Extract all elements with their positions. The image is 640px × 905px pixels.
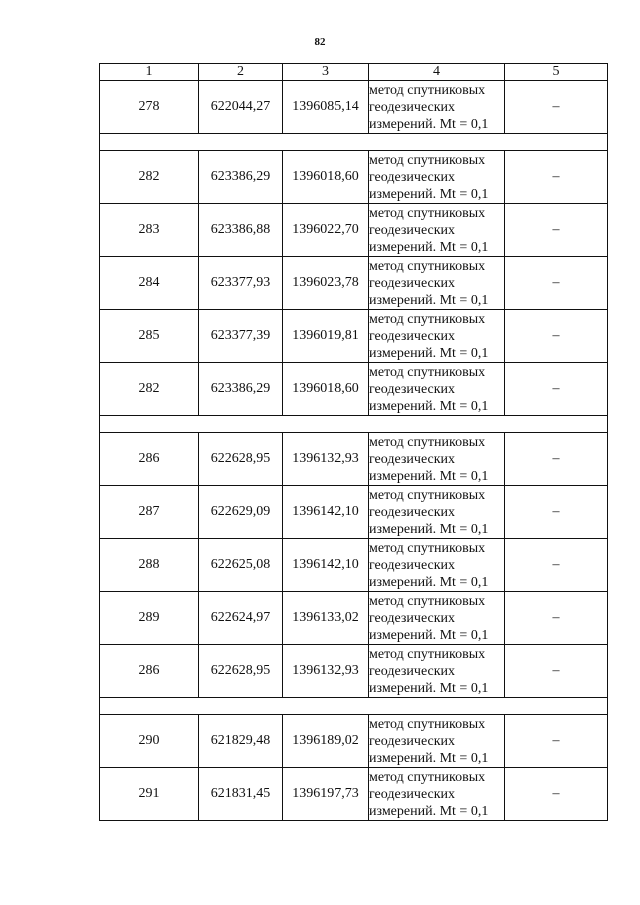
table-row [100, 310, 608, 363]
separator-row [100, 416, 608, 433]
note-cell: – [505, 310, 608, 363]
method-line: геодезических [369, 99, 456, 115]
page-number: 82 [314, 36, 326, 48]
method-line: метод спутниковых [369, 769, 486, 785]
y-coordinate-cell: 1396132,93 [283, 645, 369, 698]
method-line: метод спутниковых [369, 205, 486, 221]
note-cell: – [505, 151, 608, 204]
y-coordinate-cell: 1396022,70 [283, 204, 369, 257]
point-number-cell: 291 [100, 768, 199, 821]
method-line: измерений. Mt = 0,1 [369, 680, 489, 696]
method-line: геодезических [369, 610, 456, 626]
method-line: измерений. Mt = 0,1 [369, 345, 489, 361]
method-line: измерений. Mt = 0,1 [369, 468, 489, 484]
method-line: измерений. Mt = 0,1 [369, 186, 489, 202]
method-line: метод спутниковых [369, 487, 486, 503]
y-coordinate-cell: 1396018,60 [283, 151, 369, 204]
method-cell [369, 645, 505, 698]
header-col-5: 5 [505, 64, 608, 81]
method-cell [369, 363, 505, 416]
method-line: метод спутниковых [369, 540, 486, 556]
y-coordinate-cell: 1396142,10 [283, 486, 369, 539]
method-line: геодезических [369, 169, 456, 185]
table-row [100, 433, 608, 486]
method-cell [369, 768, 505, 821]
method-line: измерений. Mt = 0,1 [369, 803, 489, 819]
point-number-cell: 290 [100, 715, 199, 768]
table-row [100, 539, 608, 592]
header-col-3: 3 [283, 64, 369, 81]
point-number-cell: 286 [100, 645, 199, 698]
note-cell: – [505, 363, 608, 416]
y-coordinate-cell: 1396085,14 [283, 81, 369, 134]
point-number-cell: 278 [100, 81, 199, 134]
method-line: геодезических [369, 222, 456, 238]
method-line: метод спутниковых [369, 364, 486, 380]
method-cell [369, 257, 505, 310]
x-coordinate-cell: 623386,29 [199, 363, 283, 416]
x-coordinate-cell: 621831,45 [199, 768, 283, 821]
table-row [100, 645, 608, 698]
note-cell: – [505, 715, 608, 768]
separator-cell [100, 416, 608, 433]
method-line: геодезических [369, 557, 456, 573]
point-number-cell: 282 [100, 363, 199, 416]
y-coordinate-cell: 1396133,02 [283, 592, 369, 645]
method-line: метод спутниковых [369, 258, 486, 274]
x-coordinate-cell: 623386,88 [199, 204, 283, 257]
note-cell: – [505, 204, 608, 257]
header-col-4: 4 [369, 64, 505, 81]
note-cell: – [505, 592, 608, 645]
method-line: метод спутниковых [369, 593, 486, 609]
method-line: метод спутниковых [369, 82, 486, 98]
method-cell [369, 486, 505, 539]
x-coordinate-cell: 622044,27 [199, 81, 283, 134]
table-body [100, 81, 608, 821]
note-cell: – [505, 539, 608, 592]
method-line: метод спутниковых [369, 311, 486, 327]
method-line: геодезических [369, 663, 456, 679]
method-cell [369, 310, 505, 363]
point-number-cell: 286 [100, 433, 199, 486]
separator-row [100, 134, 608, 151]
x-coordinate-cell: 623377,93 [199, 257, 283, 310]
y-coordinate-cell: 1396197,73 [283, 768, 369, 821]
x-coordinate-cell: 622628,95 [199, 645, 283, 698]
method-line: измерений. Mt = 0,1 [369, 627, 489, 643]
separator-cell [100, 698, 608, 715]
point-number-cell: 282 [100, 151, 199, 204]
method-line: измерений. Mt = 0,1 [369, 239, 489, 255]
y-coordinate-cell: 1396132,93 [283, 433, 369, 486]
note-cell: – [505, 645, 608, 698]
note-cell: – [505, 433, 608, 486]
method-cell [369, 151, 505, 204]
table-row [100, 257, 608, 310]
x-coordinate-cell: 623377,39 [199, 310, 283, 363]
method-line: геодезических [369, 786, 456, 802]
method-line: измерений. Mt = 0,1 [369, 398, 489, 414]
table-row [100, 363, 608, 416]
method-cell [369, 539, 505, 592]
method-line: геодезических [369, 451, 456, 467]
table-row [100, 592, 608, 645]
note-cell: – [505, 486, 608, 539]
point-number-cell: 287 [100, 486, 199, 539]
method-line: метод спутниковых [369, 434, 486, 450]
x-coordinate-cell: 622624,97 [199, 592, 283, 645]
method-line: метод спутниковых [369, 646, 486, 662]
note-cell: – [505, 257, 608, 310]
method-line: измерений. Mt = 0,1 [369, 521, 489, 537]
y-coordinate-cell: 1396142,10 [283, 539, 369, 592]
note-cell: – [505, 768, 608, 821]
method-cell [369, 81, 505, 134]
method-line: измерений. Mt = 0,1 [369, 116, 489, 132]
point-number-cell: 285 [100, 310, 199, 363]
separator-cell [100, 134, 608, 151]
point-number-cell: 288 [100, 539, 199, 592]
method-cell [369, 433, 505, 486]
point-number-cell: 283 [100, 204, 199, 257]
method-cell [369, 204, 505, 257]
table-header-row [100, 64, 608, 81]
separator-row [100, 698, 608, 715]
method-line: метод спутниковых [369, 716, 486, 732]
table-row [100, 486, 608, 539]
table-row [100, 204, 608, 257]
method-line: метод спутниковых [369, 152, 486, 168]
method-line: геодезических [369, 275, 456, 291]
table-row [100, 151, 608, 204]
method-line: геодезических [369, 733, 456, 749]
method-line: измерений. Mt = 0,1 [369, 750, 489, 766]
coordinates-table [99, 63, 608, 821]
x-coordinate-cell: 622629,09 [199, 486, 283, 539]
point-number-cell: 284 [100, 257, 199, 310]
method-line: геодезических [369, 381, 456, 397]
header-col-1: 1 [100, 64, 199, 81]
table-row [100, 81, 608, 134]
x-coordinate-cell: 622625,08 [199, 539, 283, 592]
method-line: измерений. Mt = 0,1 [369, 292, 489, 308]
table-row [100, 768, 608, 821]
table-row [100, 715, 608, 768]
header-col-2: 2 [199, 64, 283, 81]
note-cell: – [505, 81, 608, 134]
method-line: геодезических [369, 504, 456, 520]
method-cell [369, 715, 505, 768]
x-coordinate-cell: 623386,29 [199, 151, 283, 204]
method-line: геодезических [369, 328, 456, 344]
method-cell [369, 592, 505, 645]
y-coordinate-cell: 1396023,78 [283, 257, 369, 310]
method-line: измерений. Mt = 0,1 [369, 574, 489, 590]
y-coordinate-cell: 1396018,60 [283, 363, 369, 416]
point-number-cell: 289 [100, 592, 199, 645]
y-coordinate-cell: 1396189,02 [283, 715, 369, 768]
x-coordinate-cell: 621829,48 [199, 715, 283, 768]
x-coordinate-cell: 622628,95 [199, 433, 283, 486]
y-coordinate-cell: 1396019,81 [283, 310, 369, 363]
